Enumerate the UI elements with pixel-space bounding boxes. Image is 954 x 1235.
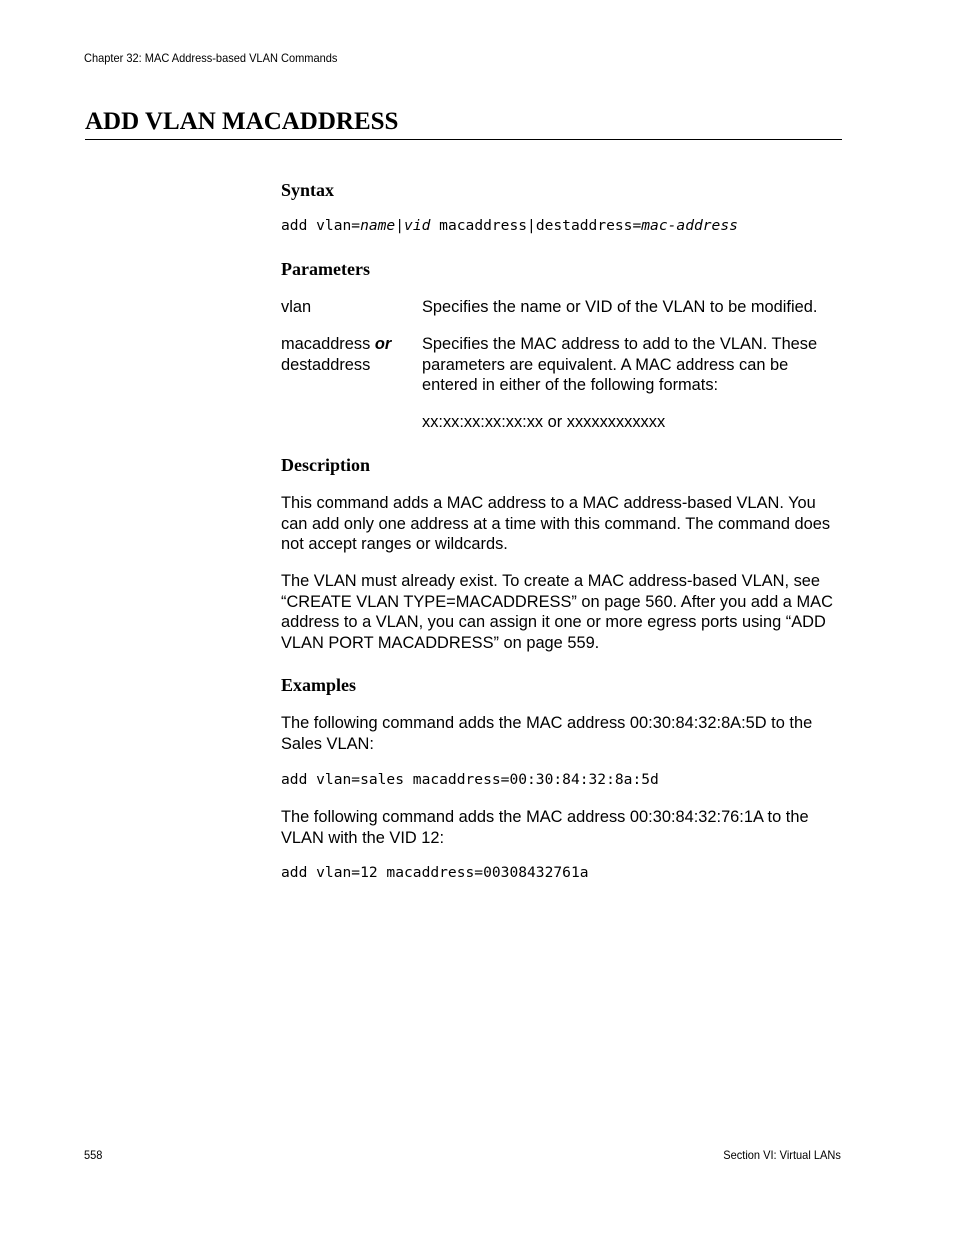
example-2-text: The following command adds the MAC address 00:30:84:32:76:1A to the VLAN with the VID 12: — [281, 808, 809, 847]
example-1-text: The following command adds the MAC address 00:30:84:32:8A:5D to the Sales VLAN: — [281, 714, 813, 753]
param-name-destaddress: destaddress — [281, 355, 371, 374]
syntax-code-mid: macaddress|destaddress= — [430, 217, 642, 234]
param-desc-macaddress: Specifies the MAC address to add to the VLAN. These parameters are equivalent. A MAC address can be entered in either of the following formats: — [422, 335, 818, 394]
page-title: ADD VLAN MACADDRESS — [85, 106, 842, 140]
syntax-code — [281, 217, 738, 235]
description-paragraph-1: This command adds a MAC address to a MAC address-based VLAN. You can add only one address at a time with this command. The command does not accept ranges or wildcards. — [281, 494, 831, 553]
param-name-vlan: vlan — [281, 298, 312, 316]
param-mac-formats: xx:xx:xx:xx:xx:xx or xxxxxxxxxxxx — [422, 413, 666, 431]
param-name-macaddress — [281, 334, 411, 375]
param-name-macaddress-part1: macaddress — [281, 335, 375, 353]
syntax-code-mac: mac-address — [641, 217, 738, 234]
example-1-code: add vlan=sales macaddress=00:30:84:32:8a:5d — [281, 771, 659, 788]
syntax-code-vid: vid — [404, 217, 431, 234]
page-number: 558 — [84, 1148, 103, 1162]
running-header: Chapter 32: MAC Address-based VLAN Commands — [84, 51, 338, 65]
param-desc-vlan: Specifies the name or VID of the VLAN to be modified. — [422, 298, 818, 316]
description-paragraph-2: The VLAN must already exist. To create a MAC address-based VLAN, see “CREATE VLAN TYPE=MACADDRESS” on page 560. After you add a MAC address to a VLAN, you can assign it one or more egress ports using “ADD VLAN PORT MACADDRESS” on page 559. — [281, 572, 833, 652]
examples-heading: Examples — [281, 675, 357, 695]
parameters-heading: Parameters — [281, 259, 370, 279]
description-heading: Description — [281, 455, 370, 475]
syntax-code-name: name — [360, 217, 396, 234]
section-label: Section VI: Virtual LANs — [723, 1148, 841, 1162]
param-name-or: or — [374, 335, 392, 353]
syntax-code-sep: | — [395, 217, 405, 234]
example-2-code: add vlan=12 macaddress=00308432761a — [281, 864, 589, 881]
syntax-heading: Syntax — [281, 180, 335, 200]
syntax-code-prefix: add vlan= — [281, 217, 361, 234]
